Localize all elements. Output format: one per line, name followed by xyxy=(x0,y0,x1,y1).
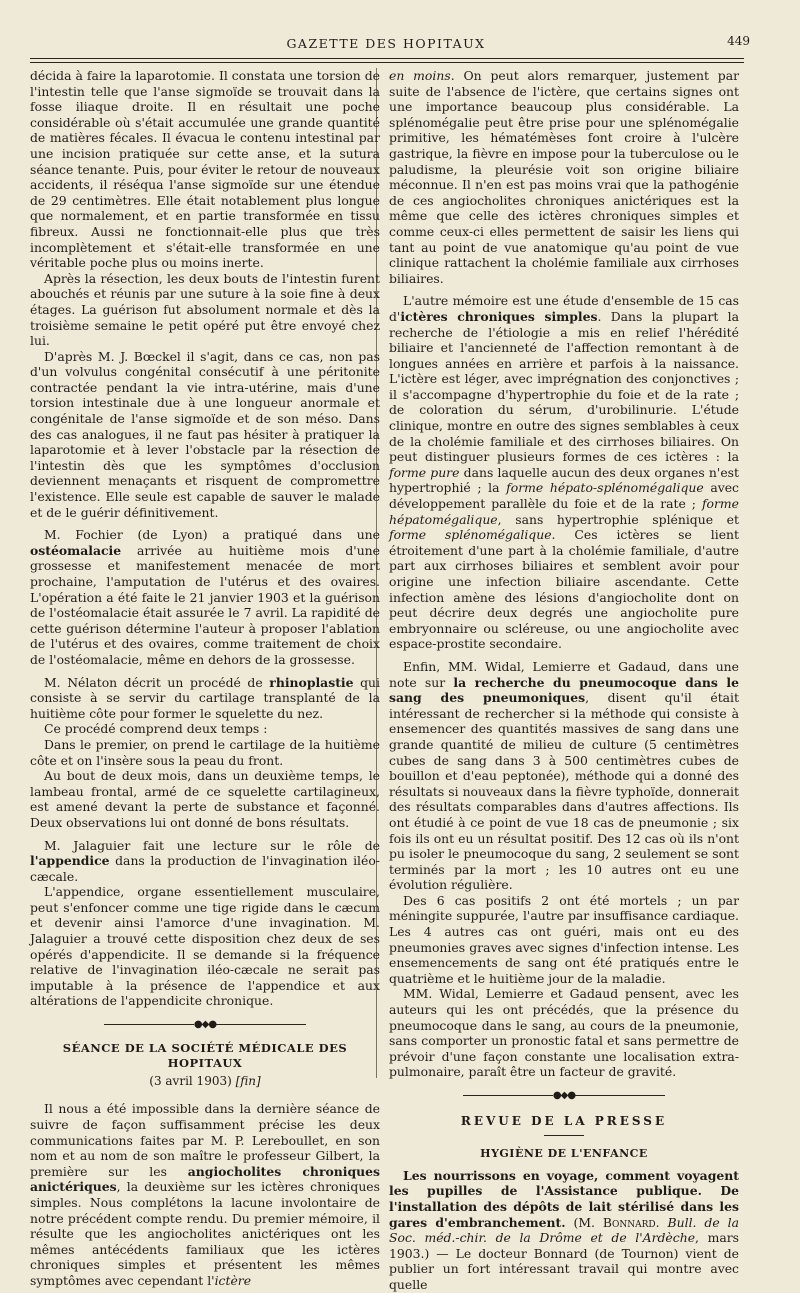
italic-run: forme pure xyxy=(389,464,460,480)
text-run: arrivée au huitième mois d'une grossesse et manifestement menacée de mort prochaine, l'amputation de l'utérus et des ovaires. L'opération a été faite le 21 janvier 1903 et la guérison de l'ostéomalacie était assurée le 7 avril. La rapidité de cette guérison détermine l'auteur à proposer l'ablation de l'utérus et des ovaires, comme traitement de choix de l'ostéomalacie, même en dehors de la grossesse. xyxy=(30,542,380,667)
paragraph xyxy=(389,1168,739,1293)
ornament-rule: ●◆● xyxy=(30,1017,380,1033)
text-run: Il nous a été impossible dans la dernière séance de suivre de façon suffisamment précise les deux communications faites par M. P. Lereboullet, en son nom et au nom de son maître le professeur Gilbert, la première sur les xyxy=(30,1101,380,1179)
paragraph: MM. Widal, Lemierre et Gadaud pensent, avec les auteurs qui les ont précédés, que la présence du pneumocoque dans le sang, au cours de la pneumonie, sans comporter un pronostic fatal et sans permettre de prévoir d'une façon constante une localisation extra-pulmonaire, paraît être un facteur de gravité. xyxy=(389,986,739,1080)
text-run: , mars 1903.) — Le docteur Bonnard (de Tournon) vient de publier un fort intéressant travail qui montre avec quelle xyxy=(389,1230,740,1292)
section-date xyxy=(30,1074,380,1090)
paragraph xyxy=(30,675,380,722)
paragraph xyxy=(30,527,380,667)
paragraph xyxy=(30,838,380,885)
paragraph: Dans le premier, on prend le cartilage de la huitième côte et on l'insère sous la peau du front. xyxy=(30,736,380,768)
short-rule xyxy=(544,1135,584,1136)
keyword-osteomalacie: ostéomalacie xyxy=(30,542,122,558)
section-heading: REVUE DE LA PRESSE xyxy=(460,1113,668,1128)
italic-run: en moins xyxy=(389,68,451,83)
paragraph xyxy=(30,1101,380,1288)
paragraph: Après la résection, les deux bouts de l'intestin furent abouchés et réunis par une suture à la soie fine à deux étages. La guérison fut absolument normale et dès la troisième semaine le petit opéré put être envoyé chez lui. xyxy=(30,270,380,349)
paragraph: L'appendice, organe essentiellement musculaire, peut s'enfoncer comme une tige rigide dans le cæcum et devenir ainsi l'amorce d'une invagination. M. Jalaguier a trouvé cette disposition chez deux de ses opérés d'appendicite. Il se demande si la fréquence relative de l'invagination iléo-cæcale ne serait pas imputable à la présence de l'appendice et aux altérations de l'appendicite chronique. xyxy=(30,884,380,1009)
italic-run: forme splénomégalique xyxy=(389,527,552,543)
fin-text: [fin] xyxy=(235,1073,261,1088)
page-number: 449 xyxy=(727,34,750,48)
text-run: . Ces ictères se lient étroitement d'une part à la cholémie familiale, d'autre part aux cirrhoses biliaires et semblent avoir pour origine une infection biliaire ascendante. Cette infection amène des lésions d'angiocholite dont on peut décrire deux degrés une angiocholite pure embryonnaire ou scléreuse, ou une angiocholite avec espace-prostite secondaire. xyxy=(389,527,739,652)
keyword-rhinoplastie: rhinoplastie xyxy=(269,674,354,690)
text-run: avec développement parallèle du foie et de la rate ; xyxy=(389,480,739,512)
left-column xyxy=(30,68,380,1289)
text-run: Enfin, MM. Widal, Lemierre et Gadaud, dans une note sur xyxy=(389,658,739,690)
date-text: (3 avril 1903) xyxy=(149,1073,232,1088)
text-run: M. Nélaton décrit un procédé de xyxy=(44,674,270,690)
paragraph: D'après M. J. Bœckel il s'agit, dans ce cas, non pas d'un volvulus congénital consécutif à une péritonite contractée pendant la vie intra-utérine, mais d'une torsion intestinale due à une longueur anormale et congénitale de l'anse sigmoïde et de son méso. Dans des cas analogues, il ne faut pas hésiter à pratiquer la laparotomie et à lever l'obstacle par la résection de l'intestin dès que les symptômes d'occlusion deviennent menaçants et risquent de compromettre l'existence. Elle seule est capable de sauver le malade et de le guérir définitivement. xyxy=(30,348,380,520)
lead-text: Les nourrissons en voyage, comment voyagent les pupilles de l'Assistance publique. De l'installation des dépôts de lait stérilisé dans les gares d'embranchement. xyxy=(389,1167,739,1230)
paragraph: Au bout de deux mois, dans un deuxième temps, le lambeau frontal, armé de ce squelette cartilagineux, est amené devant la perte de substance et façonné. Deux observations lui ont donné de bons résultats. xyxy=(30,768,380,830)
text-run: , sans hypertrophie splénique et xyxy=(497,511,739,527)
section-heading: SÉANCE DE LA SOCIÉTÉ MÉDICALE DES HOPITAUX xyxy=(62,1040,348,1071)
paragraph: Ce procédé comprend deux temps : xyxy=(44,721,268,737)
paragraph xyxy=(389,659,739,893)
keyword-angiocholites: angiocholites chroniques anictériques xyxy=(30,1163,380,1195)
text-run: L'autre mémoire est une étude d'ensemble de 15 cas d' xyxy=(389,293,739,324)
keyword-pneumocoque: la recherche du pneumocoque dans le sang des pneumoniques xyxy=(389,674,739,706)
author-name: Bonnard xyxy=(602,1214,656,1230)
text-run: qui consiste à se servir du cartilage transplanté de la huitième côte pour former le squelette du nez. xyxy=(30,674,380,721)
text-run: M. Jalaguier fait une lecture sur le rôle de xyxy=(44,837,380,853)
ornament-rule: ●◆● xyxy=(389,1088,739,1104)
right-column xyxy=(389,68,739,1293)
text-run: dans la production de l'invagination iléo-cæcale. xyxy=(30,853,380,884)
text-run: (M. xyxy=(565,1214,603,1230)
header-rule xyxy=(30,58,744,63)
text-run: dans laquelle aucun des deux organes n'est hypertrophié ; la xyxy=(389,464,739,496)
paragraph xyxy=(389,68,739,286)
text-run: M. Fochier (de Lyon) a pratiqué dans une xyxy=(44,527,380,543)
text-run: , disent qu'il était intéressant de rechercher si la méthode qui consiste à ensemencer des quantités massives de sang dans une grande quantité de milieu de culture (5 centimètres cubes de sang dans 3 à 500 centimètres cubes de bouillon et d'eau peptonée), méthode qui a donné des résultats si nouveaux dans la fièvre typhoïde, donnerait des résultats comparables dans d'autres affections. Ils ont étudié à ce point de vue 18 cas de pneumonie ; six fois ils ont eu un résultat positif. Des 12 cas où ils n'ont pu isoler le pneumocoque du sang, 2 seulement se sont terminés par la mort ; les 10 autres ont eu une évolution régulière. xyxy=(389,690,740,893)
italic-run: Bull. de la Soc. méd.-chir. de la Drôme et de l'Ardèche xyxy=(389,1214,739,1246)
subsection-heading: HYGIÈNE DE L'ENFANCE xyxy=(480,1147,648,1161)
journal-title: GAZETTE DES HOPITAUX xyxy=(286,36,486,51)
text-run: . On peut alors remarquer, justement par suite de l'absence de l'ictère, que certains signes ont une importance beaucoup plus considérable. La splénomégalie peut être prise pour une splénomégalie primitive, les hématémèses font croire à l'ulcère gastrique, la fièvre en impose pour la tuberculose ou le paludisme, la pleurésie voit son origine biliaire méconnue. Il n'en est pas moins vrai que la pathogénie de ces angiocholites chroniques anictériques est la même que celle des ictères chroniques simples et comme ceux-ci elles permettent de saisir les liens qui tant au point de vue anatomique qu'au point de vue clinique rattachent la cholémie familiale aux cirrhoses biliaires. xyxy=(389,68,740,286)
italic-run: ictère xyxy=(214,1272,252,1288)
paragraph: décida à faire la laparotomie. Il constata une torsion de l'intestin telle que l'anse sigmoïde se trouvait dans la fosse iliaque droite. Il en résultait une poche considérable où s'était accumulée une grande quantité de matières fécales. Il évacua le contenu intestinal par une incision pratiquée sur cette anse, et la sutura séance tenante. Puis, pour éviter le retour de nouveaux accidents, il réséqua l'anse sigmoïde sur une étendue de 29 centimètres. Elle était notablement plus longue que normalement, et en partie transformée en tissu fibreux. Aussi ne fonctionnait-elle plus que très incomplètement et s'était-elle transformée en une véritable poche plus ou moins inerte. xyxy=(30,68,380,271)
text-run: , la deuxième sur les ictères chroniques simples. Nous complétons la lacune involontaire de notre précédent compte rendu. Du premier mémoire, il résulte que les angiocholites anictériques ont les mêmes antécédents familiaux que les ictères chroniques simples et présentent les mêmes symptômes avec cependant l' xyxy=(30,1179,380,1288)
paragraph xyxy=(389,293,739,652)
italic-run: forme hépato-splénomégalique xyxy=(506,480,704,496)
text-run: . Dans la plupart la recherche de l'étiologie a mis en relief l'hérédité biliaire et l'ancienneté de l'affection remontant à de longues années en arrière et parfois à la naissance. L'ictère est léger, avec imprégnation des conjonctives ; il s'accompagne d'hypertrophie du foie et de la rate ; de coloration du sérum, d'urobilinurie. L'étude clinique, montre en outre des signes semblables à ceux de la cholémie familiale et des cirrhoses biliaires. On peut distinguer plusieurs formes de ces ictères : la xyxy=(389,308,739,465)
text-run: . xyxy=(655,1214,668,1230)
page-header xyxy=(30,34,750,56)
keyword-appendice: l'appendice xyxy=(30,853,110,869)
italic-run: forme hépatomégalique xyxy=(389,496,739,527)
keyword-icteres: ictères chroniques simples xyxy=(400,308,598,324)
paragraph: Des 6 cas positifs 2 ont été mortels ; un par méningite suppurée, l'autre par insuffisance cardiaque. Les 4 autres cas ont guéri, mais ont eu des pneumonies graves avec signes d'infection intense. Les ensemencements de sang ont été pratiqués entre le quatrième et le huitième jour de la maladie. xyxy=(389,892,739,986)
